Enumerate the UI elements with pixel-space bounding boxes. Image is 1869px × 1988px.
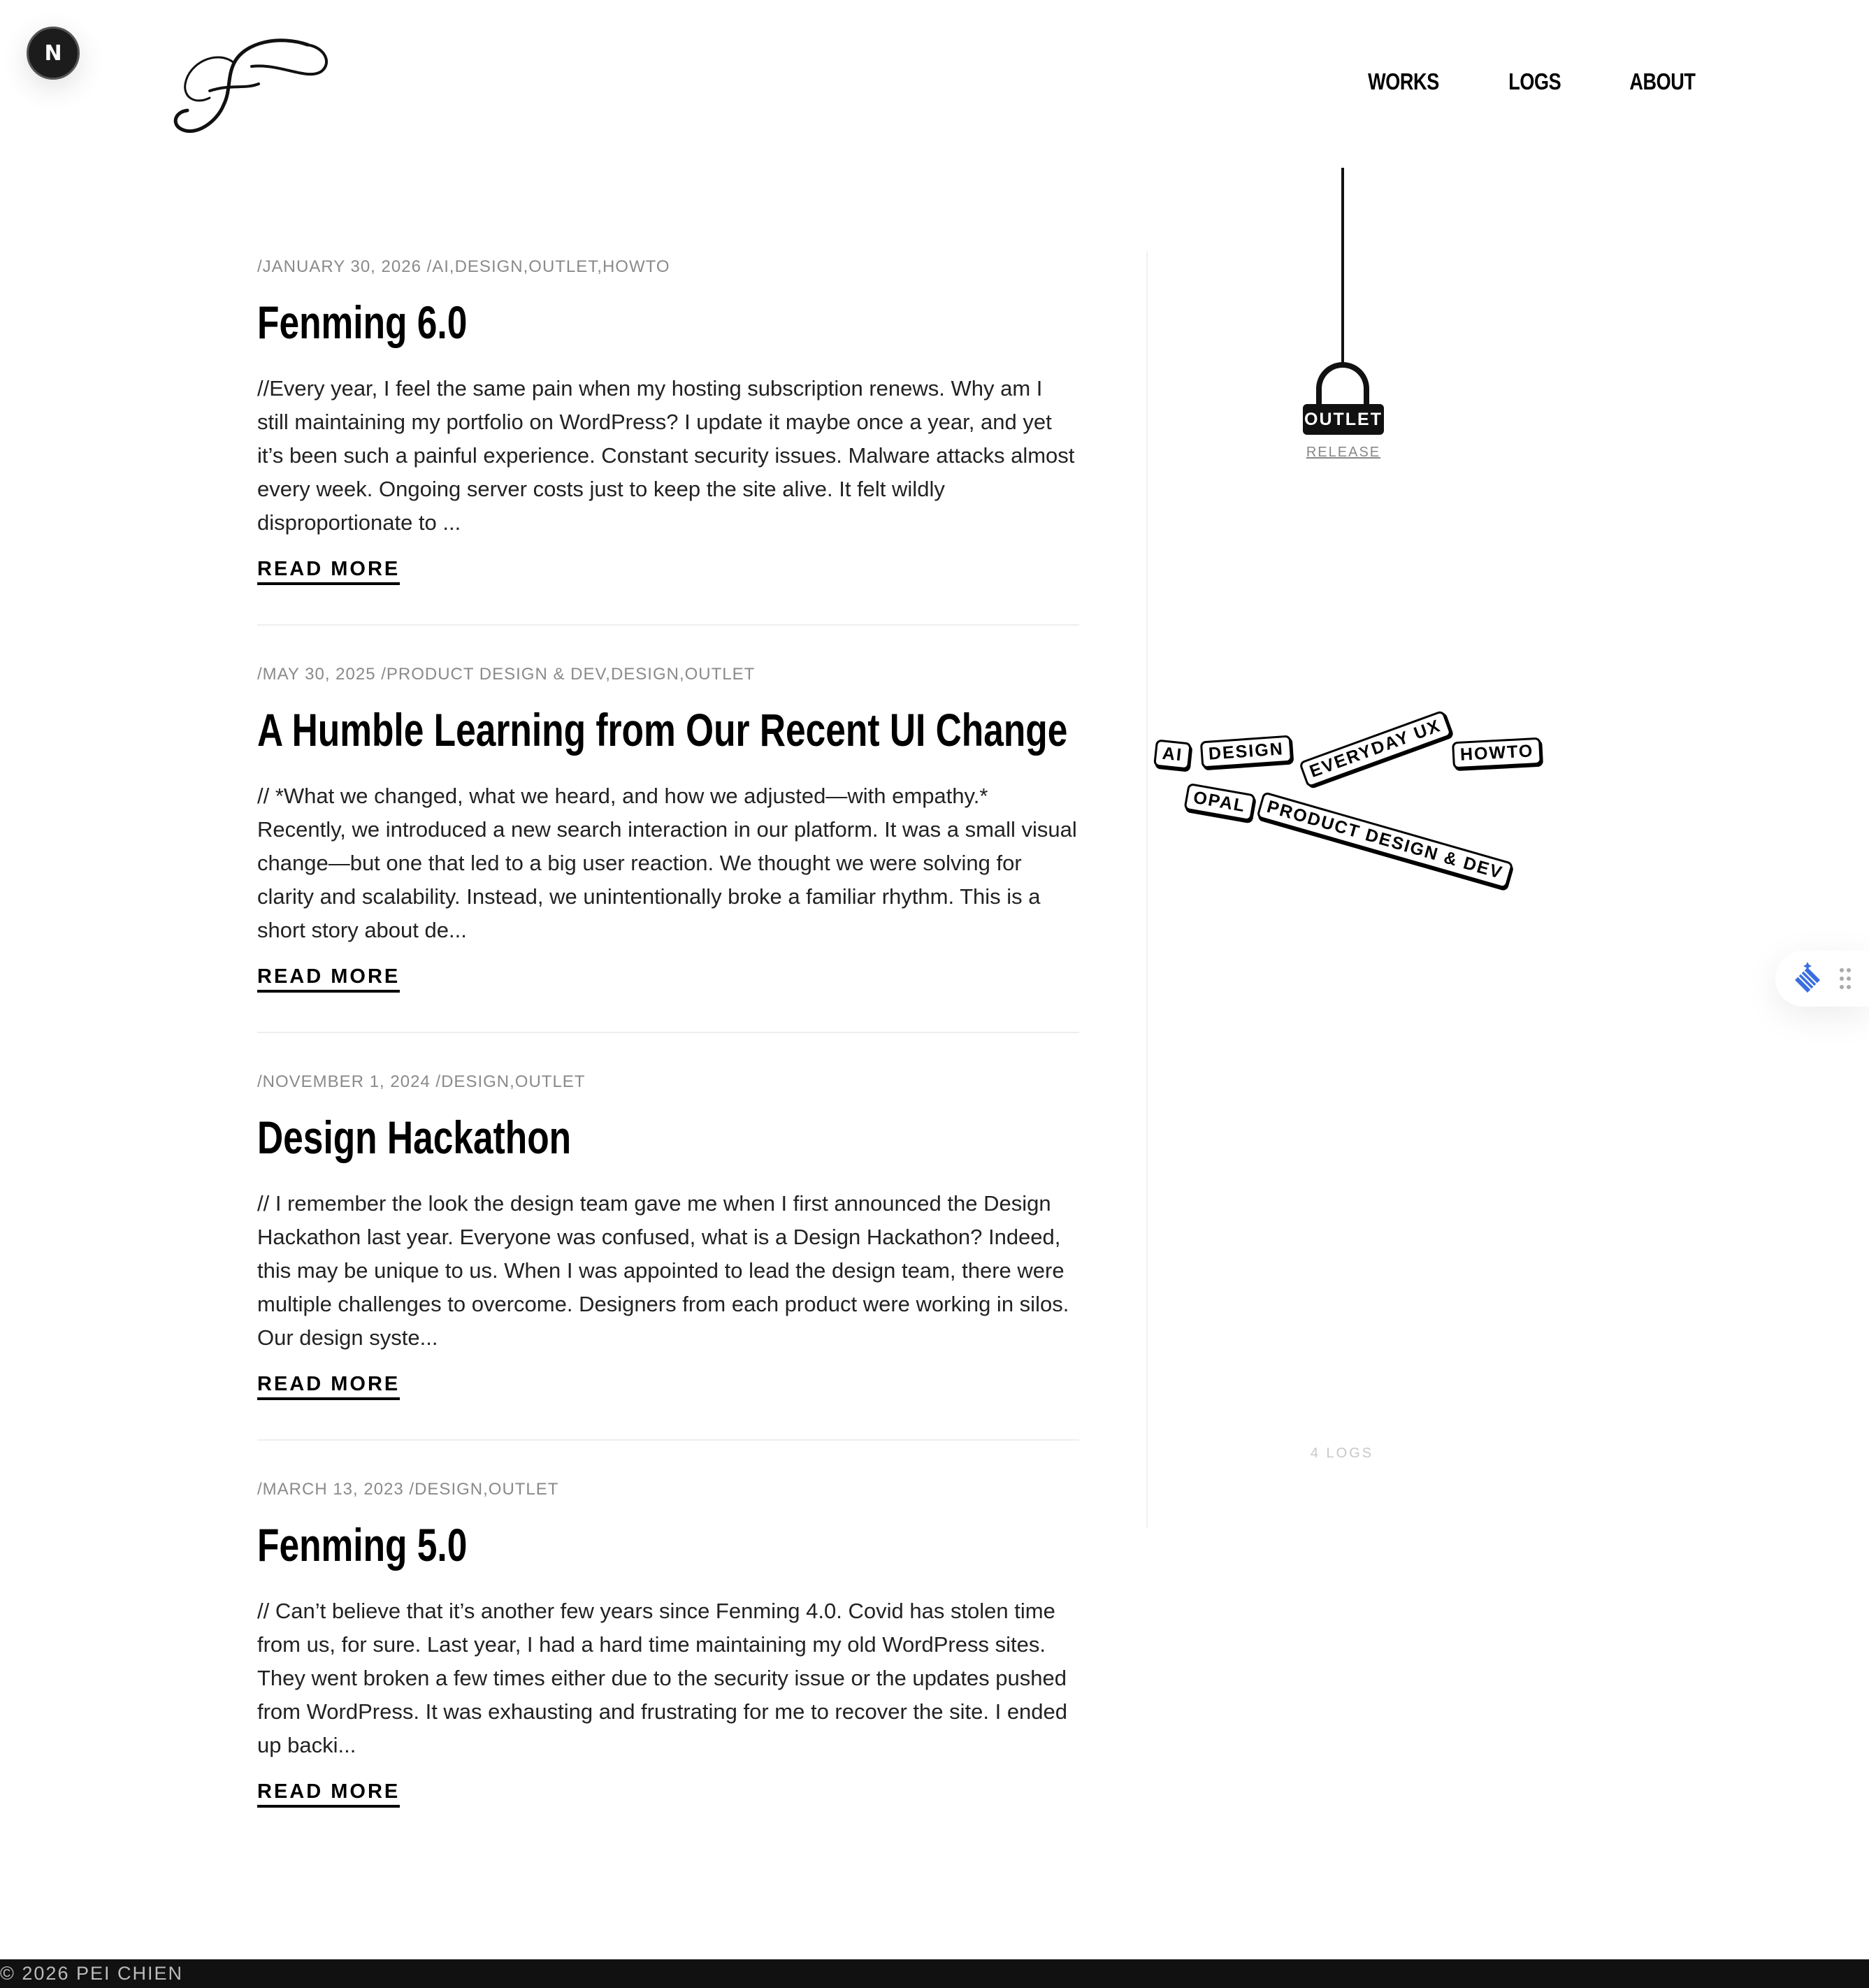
post-meta: /JANUARY 30, 2026 /AI,DESIGN,OUTLET,HOWTO (257, 257, 670, 276)
read-more-link[interactable]: READ MORE (257, 1780, 400, 1808)
nav-logs[interactable]: LOGS (1508, 69, 1561, 94)
post-list (257, 257, 1079, 1886)
nav-works[interactable]: WORKS (1367, 69, 1439, 94)
tag-ai[interactable]: AI (1153, 739, 1192, 770)
read-more-link[interactable]: READ MORE (257, 965, 400, 993)
post-meta: /NOVEMBER 1, 2024 /DESIGN,OUTLET (257, 1072, 586, 1091)
read-more-link[interactable]: READ MORE (257, 1373, 400, 1400)
outlet-lock[interactable] (1300, 168, 1384, 468)
read-more-link[interactable]: READ MORE (257, 558, 400, 585)
post-title[interactable]: Design Hackathon (257, 1111, 572, 1163)
tag-product-design-dev[interactable]: PRODUCT DESIGN & DEV (1256, 791, 1513, 889)
main-nav (1360, 69, 1703, 95)
tag-howto[interactable]: HOWTO (1452, 737, 1542, 770)
post-excerpt: //Every year, I feel the same pain when my hosting subscription renews. Why am I still maintaining my portfolio on WordPress? I update it maybe once a year, and yet it’s been such a painful experience. Constant security issues. Malware attacks almost every week. Ongoing server costs just to keep the site alive. It felt wildly disproportionate to ... (257, 375, 1075, 535)
log-count: 4 LOGS (1310, 1446, 1374, 1461)
post-meta: /MARCH 13, 2023 /DESIGN,OUTLET (257, 1479, 559, 1499)
post-excerpt: // *What we changed, what we heard, and how we adjusted—with empathy.* Recently, we introduced a new search interaction in our platform. It was a small visual change—but one that led to a big user reaction. We thought we were solving for clarity and scalability. Instead, we unintentionally broke a familiar rhythm. This is a short story about de... (257, 783, 1077, 942)
lock-label[interactable]: OUTLET (1303, 404, 1384, 435)
post-item (257, 1072, 1079, 1441)
tag-design[interactable]: DESIGN (1200, 735, 1292, 769)
floating-widget[interactable] (1775, 951, 1869, 1007)
post-excerpt: // I remember the look the design team gave me when I first announced the Design Hackathon last year. Everyone was confused, what is a Design Hackathon? Indeed, this may be unique to us. When I was appointed to lead the design team, there were multiple challenges to overcome. Designers from each product were working in silos. Our design syste... (257, 1190, 1069, 1350)
tag-opal[interactable]: OPAL (1183, 783, 1255, 821)
site-logo[interactable] (168, 35, 335, 140)
drag-handle-icon[interactable] (1838, 966, 1852, 991)
dev-tools-badge[interactable]: N (27, 27, 80, 80)
post-item (257, 665, 1079, 1033)
post-title[interactable]: Fenming 6.0 (257, 296, 468, 348)
tag-everyday-ux[interactable]: EVERYDAY UX (1299, 710, 1452, 788)
tag-cloud (1146, 713, 1566, 884)
post-title[interactable]: Fenming 5.0 (257, 1518, 468, 1571)
copyright-text: © 2026 PEI CHIEN (0, 1963, 183, 1984)
diamond-grid-icon[interactable] (1788, 960, 1827, 1000)
lock-string (1341, 168, 1344, 363)
post-meta: /MAY 30, 2025 /PRODUCT DESIGN & DEV,DESIGN,OUTLET (257, 664, 756, 684)
post-item (257, 257, 1079, 626)
post-item (257, 1480, 1079, 1847)
sidebar-divider (1146, 252, 1148, 1527)
site-footer (0, 1959, 1869, 1988)
post-title[interactable]: A Humble Learning from Our Recent UI Change (257, 703, 1068, 756)
release-link[interactable]: RELEASE (1306, 445, 1381, 460)
nav-about[interactable]: ABOUT (1629, 69, 1696, 94)
post-excerpt: // Can’t believe that it’s another few years since Fenming 4.0. Covid has stolen time from us, for sure. Last year, I had a hard time maintaining my old WordPress sites. They went broken a few times either due to the security issue or the updates pushed from WordPress. It was exhausting and frustrating for me to recover the site. I ended up backi... (257, 1598, 1068, 1757)
